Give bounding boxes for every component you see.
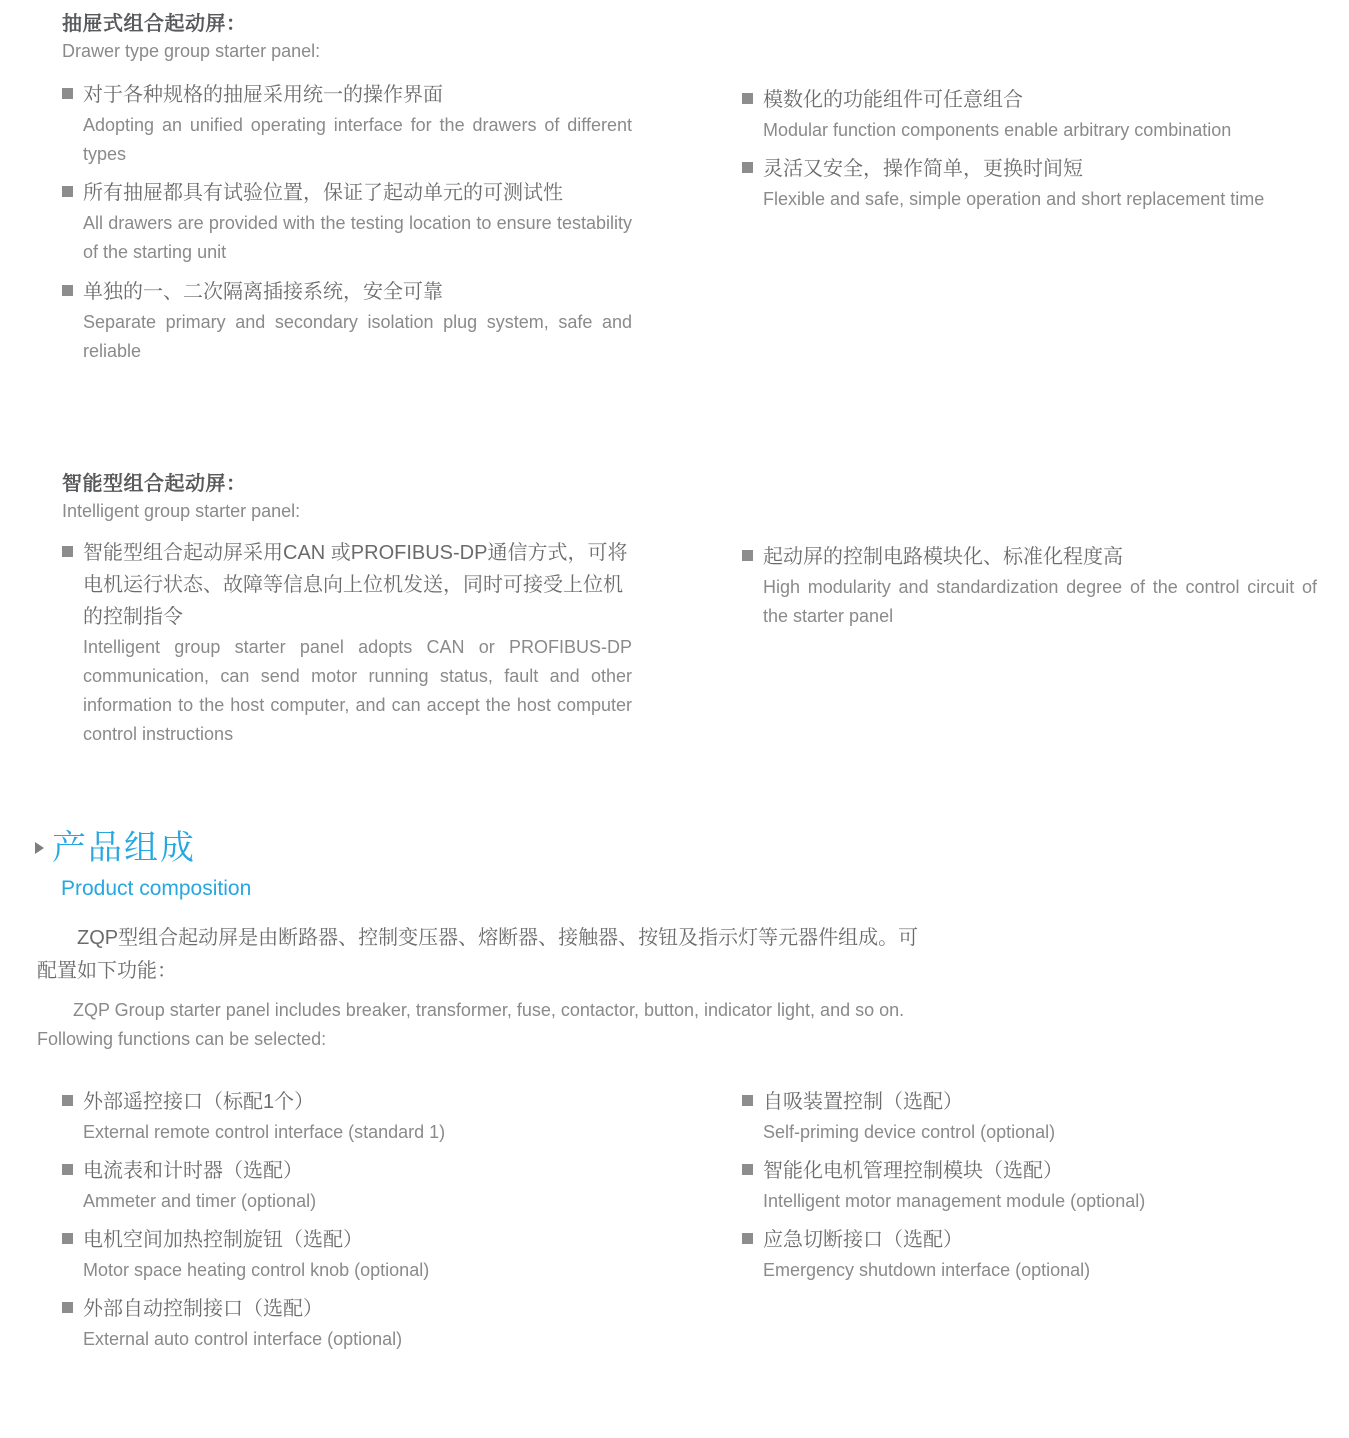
section-intelligent-title-en: Intelligent group starter panel: [62,501,301,521]
list-item-label-cn: 单独的一、二次隔离插接系统，安全可靠 [83,280,443,303]
product-composition-heading [35,828,735,902]
section-intelligent-left-column [62,470,632,754]
section-drawer-left-column [62,10,632,370]
paragraph-cn: ZQP型组合起动屏是由断路器、控制变压器、熔断器、接触器、按钮及指示灯等元器件组成。可配置如下功能： [37,927,919,982]
square-bullet-icon [742,1164,753,1175]
square-bullet-icon [62,1302,73,1313]
square-bullet-icon [742,1095,753,1106]
product-features-right-column [742,1086,1317,1289]
square-bullet-icon [62,1095,73,1106]
list-item-label-en: High modularity and standardization degree of the control circuit of the starter panel [763,577,1317,627]
list-item [62,1224,632,1285]
list-item-label-en: Intelligent group starter panel adopts CAN or PROFIBUS-DP communication, can send motor running status, fault and other information to the host computer, and can accept the host computer control instructions [83,637,632,745]
section-intelligent-title-cn: 智能型组合起动屏： [62,473,247,495]
list-item-label-en: Separate primary and secondary isolation plug system, safe and reliable [83,311,632,361]
list-item [62,79,632,169]
list-item-label-en: Ammeter and timer (optional) [83,1191,317,1212]
list-item-label-cn: 所有抽屉都具有试验位置，保证了起动单元的可测试性 [83,182,563,205]
list-item [742,1155,1317,1216]
list-item [62,537,632,750]
list-item-label-cn: 模数化的功能组件可任意组合 [763,89,1023,111]
square-bullet-icon [742,162,753,173]
square-bullet-icon [742,1233,753,1244]
list-item-label-en: Self-priming device control (optional) [763,1122,1056,1142]
list-item-label-cn: 自吸装置控制（选配） [763,1091,963,1113]
triangle-arrow-icon [35,842,44,854]
list-item-label-cn: 外部遥控接口（标配1个） [83,1091,315,1113]
list-item [742,153,1317,214]
list-item-label-cn: 电机空间加热控制旋钮（选配） [83,1229,363,1252]
product-features-left-column [62,1086,632,1359]
square-bullet-icon [742,550,753,561]
page-subtitle: Product composition [61,876,252,900]
list-item [742,541,1317,631]
list-item-label-cn: 电流表和计时器（选配） [83,1160,303,1183]
section-drawer-title-cn: 抽屉式组合起动屏： [62,13,247,35]
square-bullet-icon [742,93,753,104]
list-item [62,1086,632,1147]
square-bullet-icon [62,1164,73,1175]
list-item-label-en: Intelligent motor management module (optional) [763,1191,1146,1212]
page-title: 产品组成 [52,829,196,867]
list-item [742,1224,1317,1285]
square-bullet-icon [62,186,73,197]
list-item-label-en: All drawers are provided with the testing location to ensure testability of the starting unit [83,213,632,263]
list-item-label-cn: 智能型组合起动屏采用CAN 或PROFIBUS-DP通信方式，可将电机运行状态、故障等信息向上位机发送，同时可接受上位机的控制指令 [83,542,628,628]
list-item [62,1293,632,1354]
section-intelligent-right-column [742,541,1317,635]
list-item-label-cn: 灵活又安全，操作简单，更换时间短 [763,158,1083,181]
square-bullet-icon [62,1233,73,1244]
list-item [62,276,632,366]
list-item-label-cn: 外部自动控制接口（选配） [83,1298,323,1321]
square-bullet-icon [62,88,73,99]
list-item-label-en: Flexible and safe, simple operation and short replacement time [763,189,1265,210]
section-drawer-right-column [742,84,1317,218]
square-bullet-icon [62,546,73,557]
list-item-label-en: External auto control interface (optional) [83,1329,403,1350]
list-item-label-cn: 应急切断接口（选配） [763,1229,963,1252]
paragraph-en: ZQP Group starter panel includes breaker, transformer, fuse, contactor, button, indicator light, and so on. Following functions can be selected: [37,1000,905,1050]
list-item-label-cn: 对于各种规格的抽屉采用统一的操作界面 [83,84,443,106]
list-item [742,1086,1317,1147]
list-item-label-en: Adopting an unified operating interface for the drawers of different types [83,115,632,165]
list-item-label-en: Emergency shutdown interface (optional) [763,1260,1091,1281]
list-item-label-en: External remote control interface (standard 1) [83,1122,446,1142]
list-item [62,1155,632,1216]
list-item [62,177,632,267]
list-item-label-en: Modular function components enable arbitrary combination [763,120,1232,140]
list-item [742,84,1317,145]
square-bullet-icon [62,285,73,296]
list-item-label-cn: 起动屏的控制电路模块化、标准化程度高 [763,546,1123,568]
section-drawer-title-en: Drawer type group starter panel: [62,41,321,61]
list-item-label-cn: 智能化电机管理控制模块（选配） [763,1160,1063,1183]
list-item-label-en: Motor space heating control knob (optional) [83,1260,430,1281]
product-composition-paragraph [37,922,922,1054]
